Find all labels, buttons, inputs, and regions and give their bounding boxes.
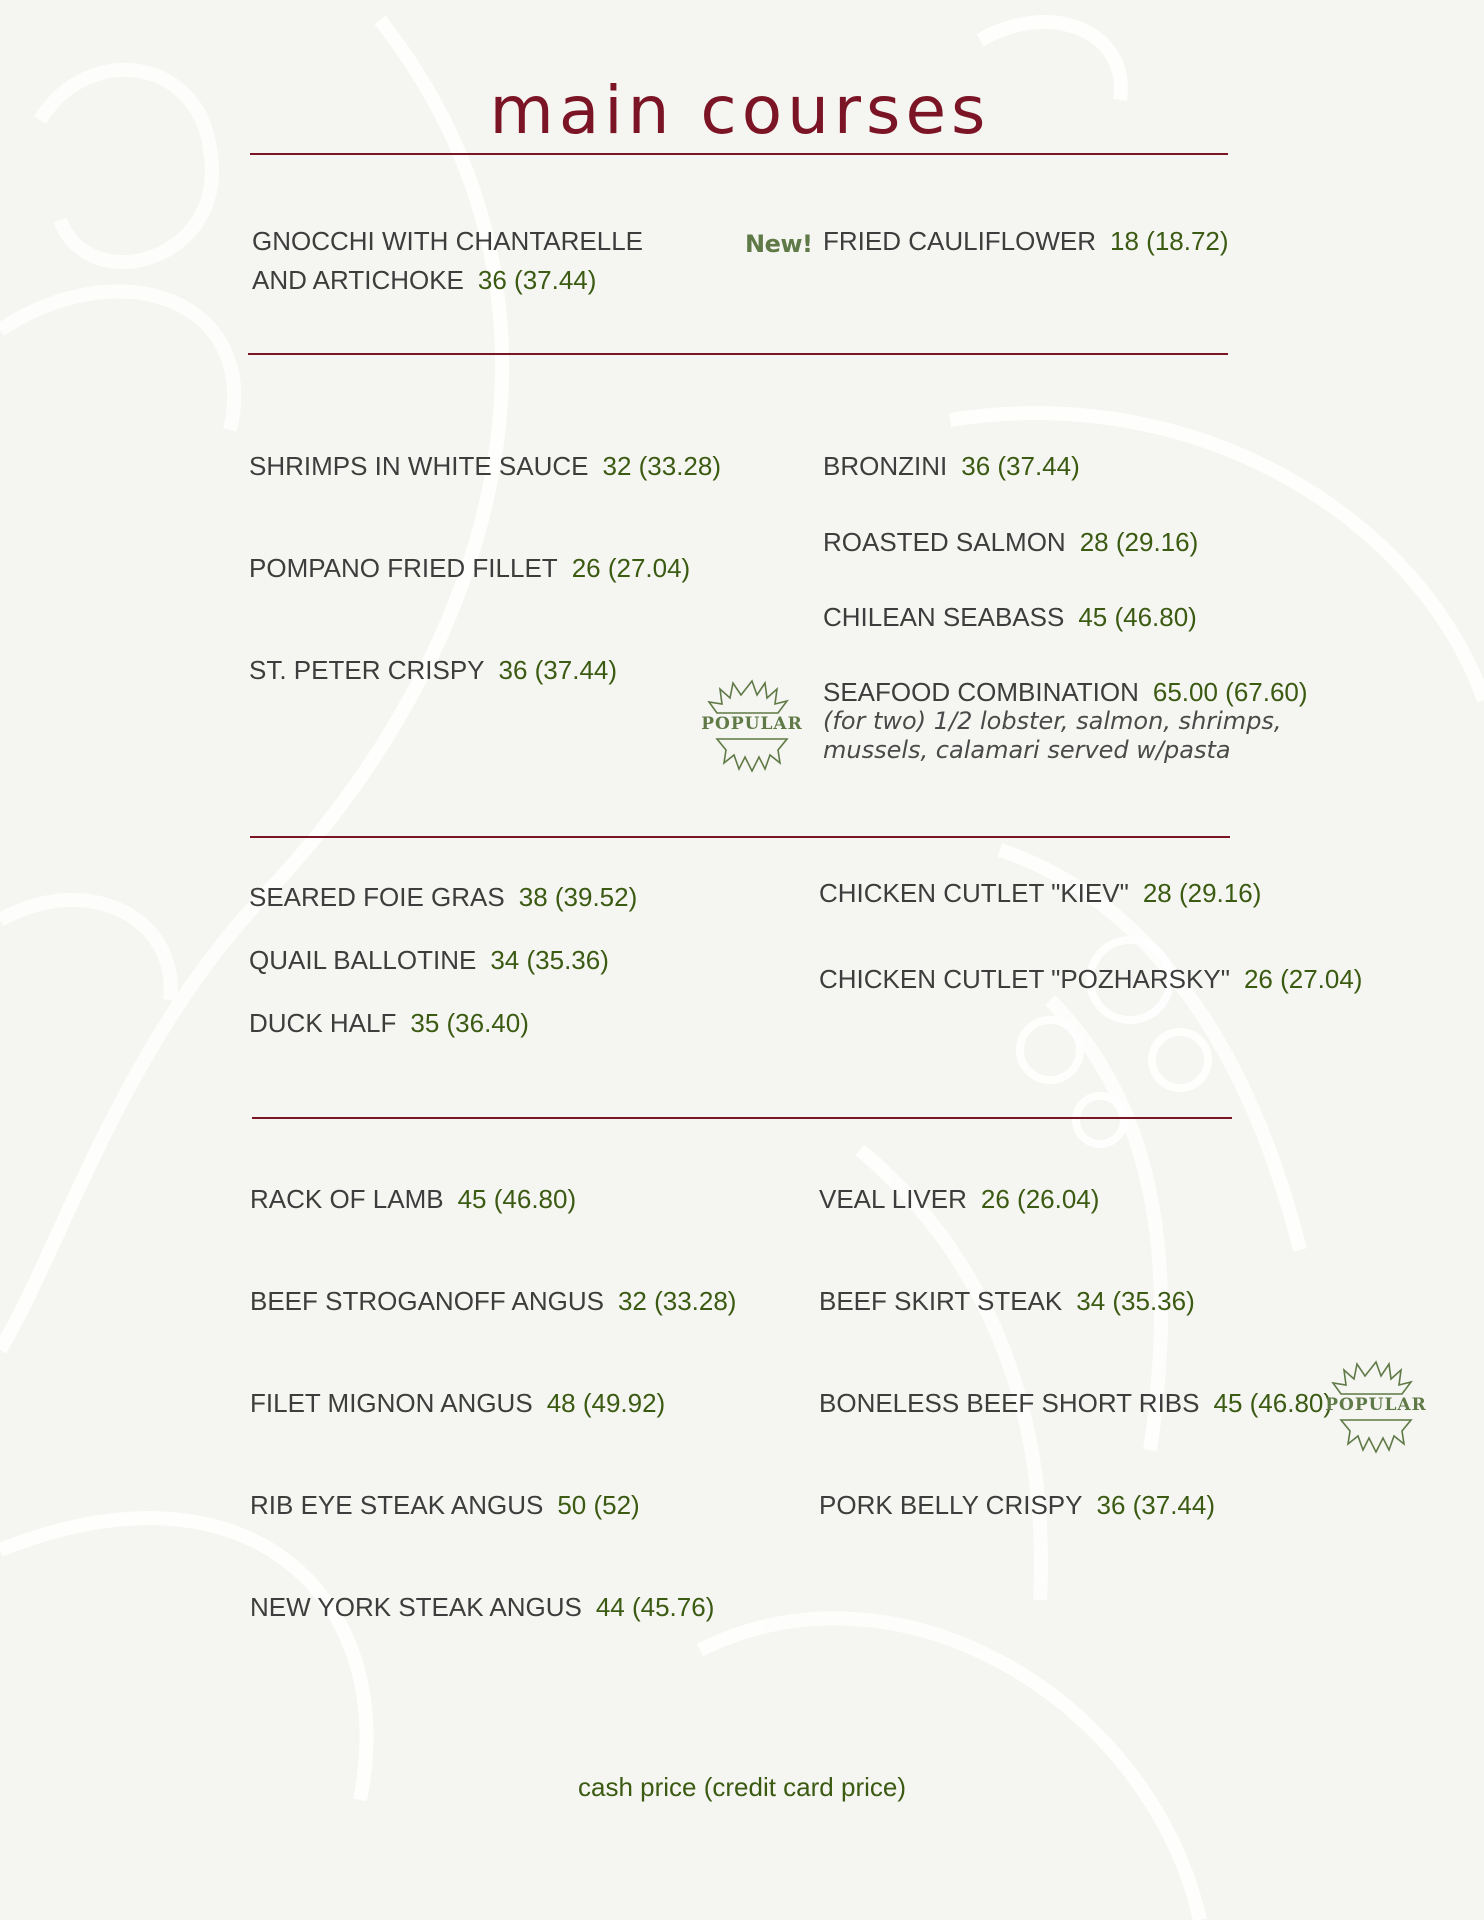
- popular-badge: [1311, 1358, 1441, 1454]
- menu-item-rib-eye: [250, 1486, 640, 1525]
- item-description-line2: mussels, calamari served w/pasta: [823, 736, 1231, 764]
- item-price: 18 (18.72): [1110, 226, 1229, 256]
- item-name: ROASTED SALMON: [823, 527, 1066, 557]
- item-price: 28 (29.16): [1142, 878, 1262, 908]
- item-price: 34 (35.36): [490, 945, 609, 975]
- item-name: BRONZINI: [823, 451, 948, 481]
- item-price: 36 (37.44): [477, 265, 597, 295]
- menu-item-veal-liver: [819, 1180, 1099, 1219]
- item-price: 50 (52): [557, 1490, 640, 1520]
- section-divider: [252, 1117, 1232, 1119]
- menu-item-fried-cauliflower: [823, 222, 1229, 261]
- item-price: 44 (45.76): [595, 1592, 715, 1622]
- item-price: 36 (37.44): [1096, 1490, 1216, 1520]
- item-price: 35 (36.40): [410, 1008, 529, 1038]
- item-name: QUAIL BALLOTINE: [249, 945, 477, 975]
- menu-item-foie-gras: [249, 878, 637, 917]
- item-price: 26 (27.04): [1243, 964, 1363, 994]
- popular-badge-label: POPULAR: [1325, 1395, 1427, 1415]
- item-description-line1: (for two) 1/2 lobster, salmon, shrimps,: [823, 707, 1282, 735]
- item-name: POMPANO FRIED FILLET: [249, 553, 558, 583]
- menu-item-filet-mignon: [250, 1384, 665, 1423]
- item-name: CHILEAN SEABASS: [823, 602, 1065, 632]
- section-divider: [250, 836, 1230, 838]
- item-description: [823, 707, 1282, 765]
- new-badge: New!: [745, 230, 813, 258]
- item-price: 26 (27.04): [571, 553, 691, 583]
- section-divider: [248, 353, 1228, 355]
- item-name: CHICKEN CUTLET "POZHARSKY": [819, 964, 1230, 994]
- item-name: ST. PETER CRISPY: [249, 655, 485, 685]
- item-name: SHRIMPS IN WHITE SAUCE: [249, 451, 589, 481]
- menu-item-chicken-kiev: [819, 874, 1261, 913]
- menu-item-gnocchi: [252, 222, 643, 300]
- item-price: 45 (46.80): [1078, 602, 1197, 632]
- item-name: FRIED CAULIFLOWER: [823, 226, 1097, 256]
- item-price: 48 (49.92): [546, 1388, 666, 1418]
- menu-item-pork-belly: [819, 1486, 1215, 1525]
- item-name: SEAFOOD COMBINATION: [823, 677, 1139, 707]
- menu-item-st-peter: [249, 651, 617, 690]
- item-price: 32 (33.28): [602, 451, 722, 481]
- menu-item-rack-of-lamb: [250, 1180, 576, 1219]
- item-name: RIB EYE STEAK ANGUS: [250, 1490, 544, 1520]
- menu-item-beef-stroganoff: [250, 1282, 736, 1321]
- item-price: 45 (46.80): [1213, 1388, 1333, 1418]
- menu-item-pompano: [249, 549, 690, 588]
- item-price: 28 (29.16): [1079, 527, 1199, 557]
- item-price: 36 (37.44): [498, 655, 618, 685]
- title-divider: [250, 153, 1228, 155]
- page-title: main courses: [489, 72, 991, 149]
- item-price: 36 (37.44): [961, 451, 1080, 481]
- menu-item-chicken-pozharsky: [819, 960, 1362, 999]
- menu-item-new-york-steak: [250, 1588, 714, 1627]
- item-price: 45 (46.80): [457, 1184, 577, 1214]
- menu-item-beef-skirt-steak: [819, 1282, 1195, 1321]
- popular-badge: [687, 677, 817, 773]
- menu-item-bronzini: [823, 447, 1080, 486]
- item-name: SEARED FOIE GRAS: [249, 882, 505, 912]
- menu-item-roasted-salmon: [823, 523, 1198, 562]
- item-name: DUCK HALF: [249, 1008, 397, 1038]
- item-name: FILET MIGNON ANGUS: [250, 1388, 533, 1418]
- item-name: BONELESS BEEF SHORT RIBS: [819, 1388, 1200, 1418]
- item-name: BEEF SKIRT STEAK: [819, 1286, 1063, 1316]
- item-name: BEEF STROGANOFF ANGUS: [250, 1286, 604, 1316]
- menu-item-shrimps: [249, 447, 721, 486]
- item-name: VEAL LIVER: [819, 1184, 967, 1214]
- item-name: NEW YORK STEAK ANGUS: [250, 1592, 582, 1622]
- item-price: 26 (26.04): [980, 1184, 1100, 1214]
- item-price: 38 (39.52): [518, 882, 638, 912]
- item-price: 32 (33.28): [617, 1286, 737, 1316]
- menu-item-short-ribs: [819, 1384, 1332, 1423]
- item-name-line2: AND ARTICHOKE: [252, 265, 464, 295]
- menu-item-duck-half: [249, 1004, 529, 1043]
- popular-badge-label: POPULAR: [701, 714, 803, 734]
- menu-item-quail-ballotine: [249, 941, 609, 980]
- menu-item-chilean-seabass: [823, 598, 1197, 637]
- price-legend: cash price (credit card price): [578, 1772, 906, 1802]
- item-name: RACK OF LAMB: [250, 1184, 444, 1214]
- item-name: PORK BELLY CRISPY: [819, 1490, 1083, 1520]
- item-price: 34 (35.36): [1076, 1286, 1195, 1316]
- item-name: CHICKEN CUTLET "KIEV": [819, 878, 1129, 908]
- item-name: GNOCCHI WITH CHANTARELLE: [252, 226, 643, 256]
- item-price: 65.00 (67.60): [1152, 677, 1308, 707]
